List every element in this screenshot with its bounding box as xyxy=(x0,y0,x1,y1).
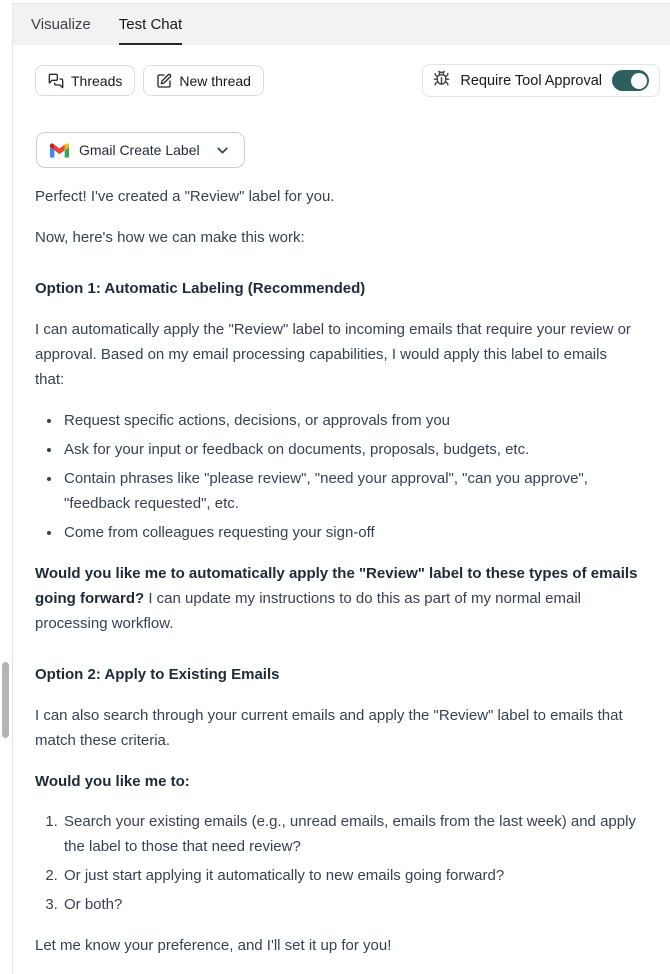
tab-visualize-label: Visualize xyxy=(31,16,91,33)
messages-square-icon xyxy=(48,73,64,89)
option1-question xyxy=(35,561,640,636)
list-item: 3. Or both? xyxy=(62,892,640,917)
option2-numbered-list xyxy=(35,809,640,917)
option1-heading: Option 1: Automatic Labeling (Recommended) xyxy=(35,280,366,297)
gmail-create-label-tool-card[interactable] xyxy=(36,132,245,168)
option1-question-rest: I can update my instructions to do this as part of my normal email processing workflow. xyxy=(35,590,582,632)
option1-question-bold: Would you like me to automatically apply the "Review" label to these types of emails going forward? xyxy=(35,565,638,607)
closing-paragraph: Let me know your preference, and I'll set it up for you! xyxy=(35,937,392,954)
toggle-knob xyxy=(631,73,647,89)
list-item: 2. Or just start applying it automatically to new emails going forward? xyxy=(62,863,640,888)
list-item: 1. Search your existing emails (e.g., unread emails, emails from the last week) and apply the label to those that need review? xyxy=(62,809,640,859)
bug-icon xyxy=(433,70,450,91)
new-thread-button[interactable] xyxy=(143,65,264,96)
tab-test-chat-label: Test Chat xyxy=(118,16,183,33)
option2-question: Would you like me to: xyxy=(35,773,190,790)
option1-intro: I can automatically apply the "Review" label to incoming emails that require your review or approval. Based on my email processing capabilities, I would apply this label to emails that: xyxy=(35,321,631,388)
require-tool-approval-label: Require Tool Approval xyxy=(460,72,602,89)
require-tool-approval-toggle[interactable] xyxy=(612,70,649,91)
option1-bullet-list xyxy=(35,408,640,545)
page-scrollbar-thumb[interactable] xyxy=(2,662,9,738)
square-pen-icon xyxy=(156,73,172,89)
chat-toolbar xyxy=(35,64,660,97)
option2-heading: Option 2: Apply to Existing Emails xyxy=(35,666,280,683)
test-chat-panel xyxy=(12,3,670,974)
message-paragraph: Now, here's how we can make this work: xyxy=(35,229,305,246)
tab-visualize[interactable] xyxy=(31,4,91,45)
page-scrollbar-track xyxy=(0,0,12,974)
chat-content xyxy=(13,45,670,974)
tool-card-label: Gmail Create Label xyxy=(79,142,200,158)
assistant-message xyxy=(35,184,660,958)
option2-intro: I can also search through your current emails and apply the "Review" label to emails that match these criteria. xyxy=(35,707,623,749)
gmail-icon xyxy=(50,143,69,158)
list-item: • Request specific actions, decisions, or approvals from you xyxy=(62,408,640,433)
threads-button[interactable] xyxy=(35,65,135,96)
threads-button-label: Threads xyxy=(71,72,123,89)
message-paragraph: Perfect! I've created a "Review" label for you. xyxy=(35,188,335,205)
tab-test-chat[interactable] xyxy=(119,4,182,45)
new-thread-button-label: New thread xyxy=(179,72,251,89)
list-item: • Ask for your input or feedback on documents, proposals, budgets, etc. xyxy=(62,437,640,462)
chevron-down-icon xyxy=(214,142,231,159)
list-item: • Come from colleagues requesting your sign-off xyxy=(62,520,640,545)
require-tool-approval-control xyxy=(422,64,660,97)
list-item: • Contain phrases like "please review", "need your approval", "can you approve", "feedback requested", etc. xyxy=(62,466,640,516)
tab-bar xyxy=(13,4,670,45)
